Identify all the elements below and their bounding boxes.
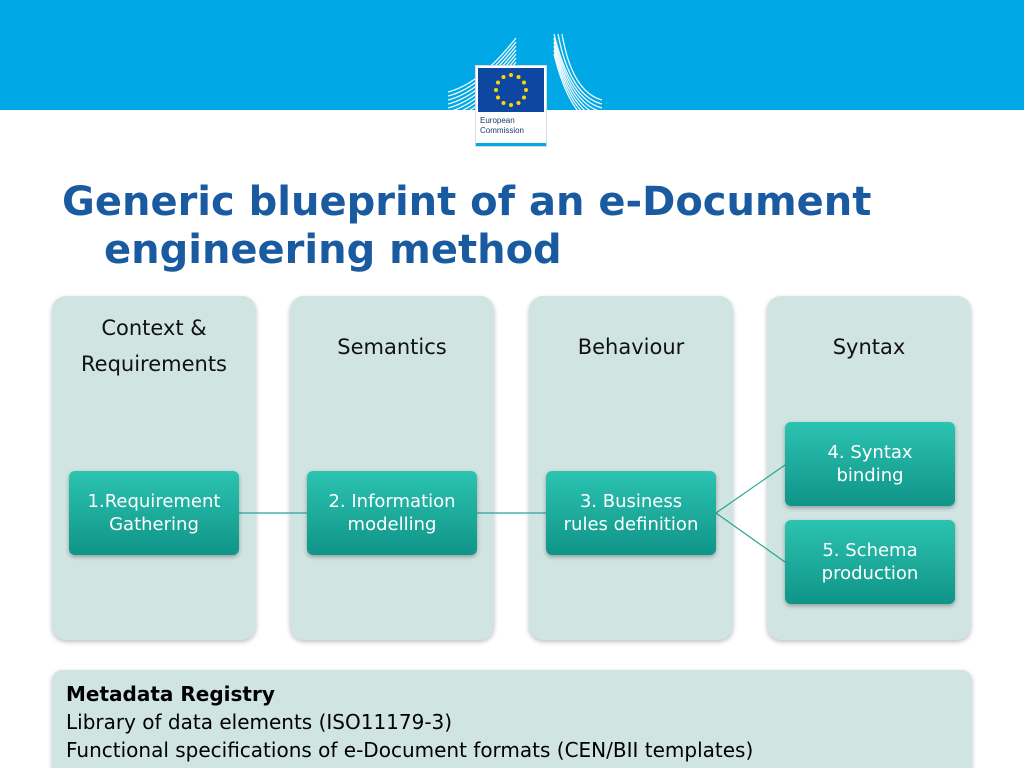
registry-title: Metadata Registry bbox=[66, 682, 275, 706]
registry-line2: Functional specifications of e-Document formats (CEN/BII templates) bbox=[66, 738, 754, 762]
step-line2: production bbox=[821, 563, 919, 584]
step-line1: 2. Information bbox=[328, 491, 456, 512]
metadata-registry-panel bbox=[52, 670, 972, 768]
eu-flag-icon bbox=[478, 68, 544, 112]
step-information-modelling bbox=[307, 471, 477, 555]
step-line2: modelling bbox=[347, 514, 437, 535]
column-heading: Behaviour bbox=[577, 335, 685, 359]
logo-card bbox=[476, 66, 546, 146]
column-heading: Syntax bbox=[832, 335, 906, 359]
step-line2: Gathering bbox=[109, 514, 199, 535]
column-heading-line2: Requirements bbox=[81, 352, 227, 376]
step-requirement-gathering bbox=[69, 471, 239, 555]
logo-text bbox=[480, 116, 544, 136]
step-line2: binding bbox=[836, 465, 904, 486]
registry-line1: Library of data elements (ISO11179-3) bbox=[66, 710, 453, 734]
logo-text-line1: European bbox=[480, 116, 515, 125]
step-line1: 3. Business bbox=[579, 491, 683, 512]
european-commission-logo bbox=[440, 34, 610, 146]
logo-underline bbox=[476, 143, 546, 146]
column-context-requirements bbox=[52, 296, 256, 640]
step-business-rules-definition bbox=[546, 471, 716, 555]
slide-title-line1: Generic blueprint of an e-Document bbox=[62, 179, 872, 225]
step-line1: 4. Syntax bbox=[827, 442, 913, 463]
step-line1: 5. Schema bbox=[822, 540, 918, 561]
column-heading: Semantics bbox=[337, 335, 447, 359]
slide-title-line2: engineering method bbox=[104, 227, 562, 273]
step-syntax-binding bbox=[785, 422, 955, 506]
column-semantics bbox=[290, 296, 494, 640]
step-line1: 1.Requirement bbox=[87, 491, 221, 512]
column-heading-line1: Context & bbox=[101, 316, 207, 340]
logo-text-line2: Commission bbox=[480, 126, 525, 135]
step-schema-production bbox=[785, 520, 955, 604]
slide-title bbox=[62, 178, 962, 274]
column-behaviour bbox=[529, 296, 733, 640]
step-line2: rules definition bbox=[563, 514, 699, 535]
